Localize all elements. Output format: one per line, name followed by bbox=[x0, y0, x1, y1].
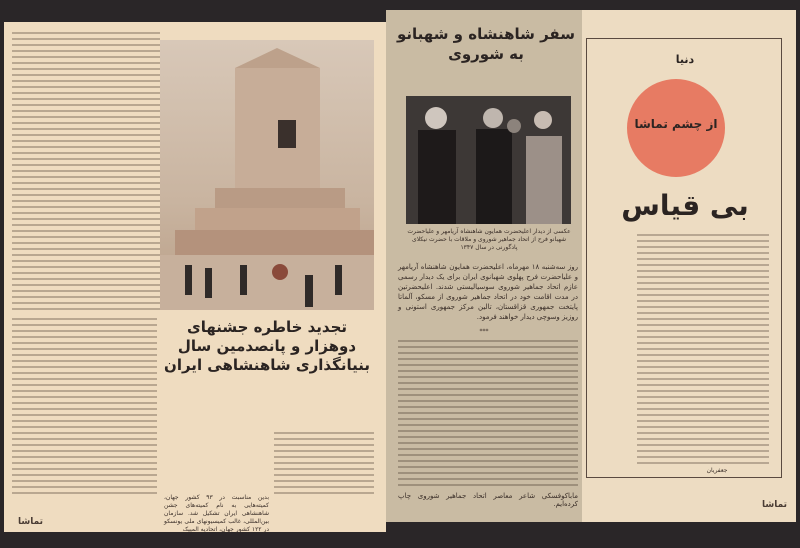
headline-line-2: به شوروی bbox=[448, 45, 524, 63]
text-column bbox=[274, 432, 374, 497]
anniversary-headline: تجدید خاطره جشنهای دوهزار و پانصدمین سال بنیانگذاری شاهنشاهی ایران bbox=[164, 318, 370, 374]
separator: *** bbox=[479, 328, 489, 335]
article-closing: ماباکوفسکی شاعر معاصر اتحاد جماهیر شوروی چاپ کرده‌ایم. bbox=[398, 492, 578, 508]
bottom-paragraph: بدین مناسبت در ۹۳ کشور جهان، کمیته‌هایی به نام کمیته‌های جشن شاهنشاهی ایران تشکیل شد. سازمان بین‌المللی، غالب کمیسیونهای ملی یونسکو در ۱۲۲ کشور جهان، اتحادیه المپیک bbox=[164, 494, 269, 533]
circle-title: از چشم تماشا bbox=[634, 117, 718, 131]
right-page bbox=[386, 10, 796, 522]
column-circle bbox=[627, 79, 725, 177]
royal-visit-photo bbox=[406, 96, 571, 224]
left-page bbox=[4, 22, 386, 532]
tomb-illustration bbox=[160, 40, 374, 310]
photo-caption: عکسی از دیدار اعلیحضرت همایون شاهنشاه آریامهر و علیاحضرت شهبانو فرح از اتحاد جماهیر شوروی و ملاقات با حضرت نیکلای پادگورنی در سال ۱۳۴۷ bbox=[407, 228, 571, 251]
world-column-box bbox=[586, 38, 782, 478]
center-article bbox=[386, 10, 582, 522]
column-body bbox=[637, 234, 769, 464]
article-intro: روز سه‌شنبه ۱۸ مهرماه، اعلیحضرت همایون شاهنشاه آریامهر و علیاحضرت فرح پهلوی شهبانوی ایران برای یک دیدار رسمی عازم اتحاد جماهیر شوروی سوسیالیستی شدند. اعلیحضرتین در مدت اقامت خود در اتحاد جماهیر شوروی از مسکو، آلماتا پایتخت جمهوری قزاقستان، تالین مرکز جمهوری استونی و روزیز وسوچی دیدار خواهند فرمود. bbox=[398, 263, 578, 321]
column-kicker: دنیا bbox=[675, 53, 695, 66]
footer-logo: تماشا bbox=[18, 517, 44, 527]
headline-line-1: سفر شاهنشاه و شهبانو bbox=[397, 25, 575, 43]
article-body bbox=[398, 340, 578, 488]
tomb-of-cyrus-photo bbox=[160, 40, 374, 310]
column-signature: جعفریان bbox=[706, 467, 728, 474]
text-column bbox=[12, 32, 160, 312]
footer-logo: تماشا bbox=[762, 500, 788, 510]
photo-figures bbox=[406, 96, 571, 224]
text-column bbox=[12, 318, 157, 498]
article-headline bbox=[396, 24, 576, 64]
column-headline: بی قیاس bbox=[621, 189, 749, 222]
